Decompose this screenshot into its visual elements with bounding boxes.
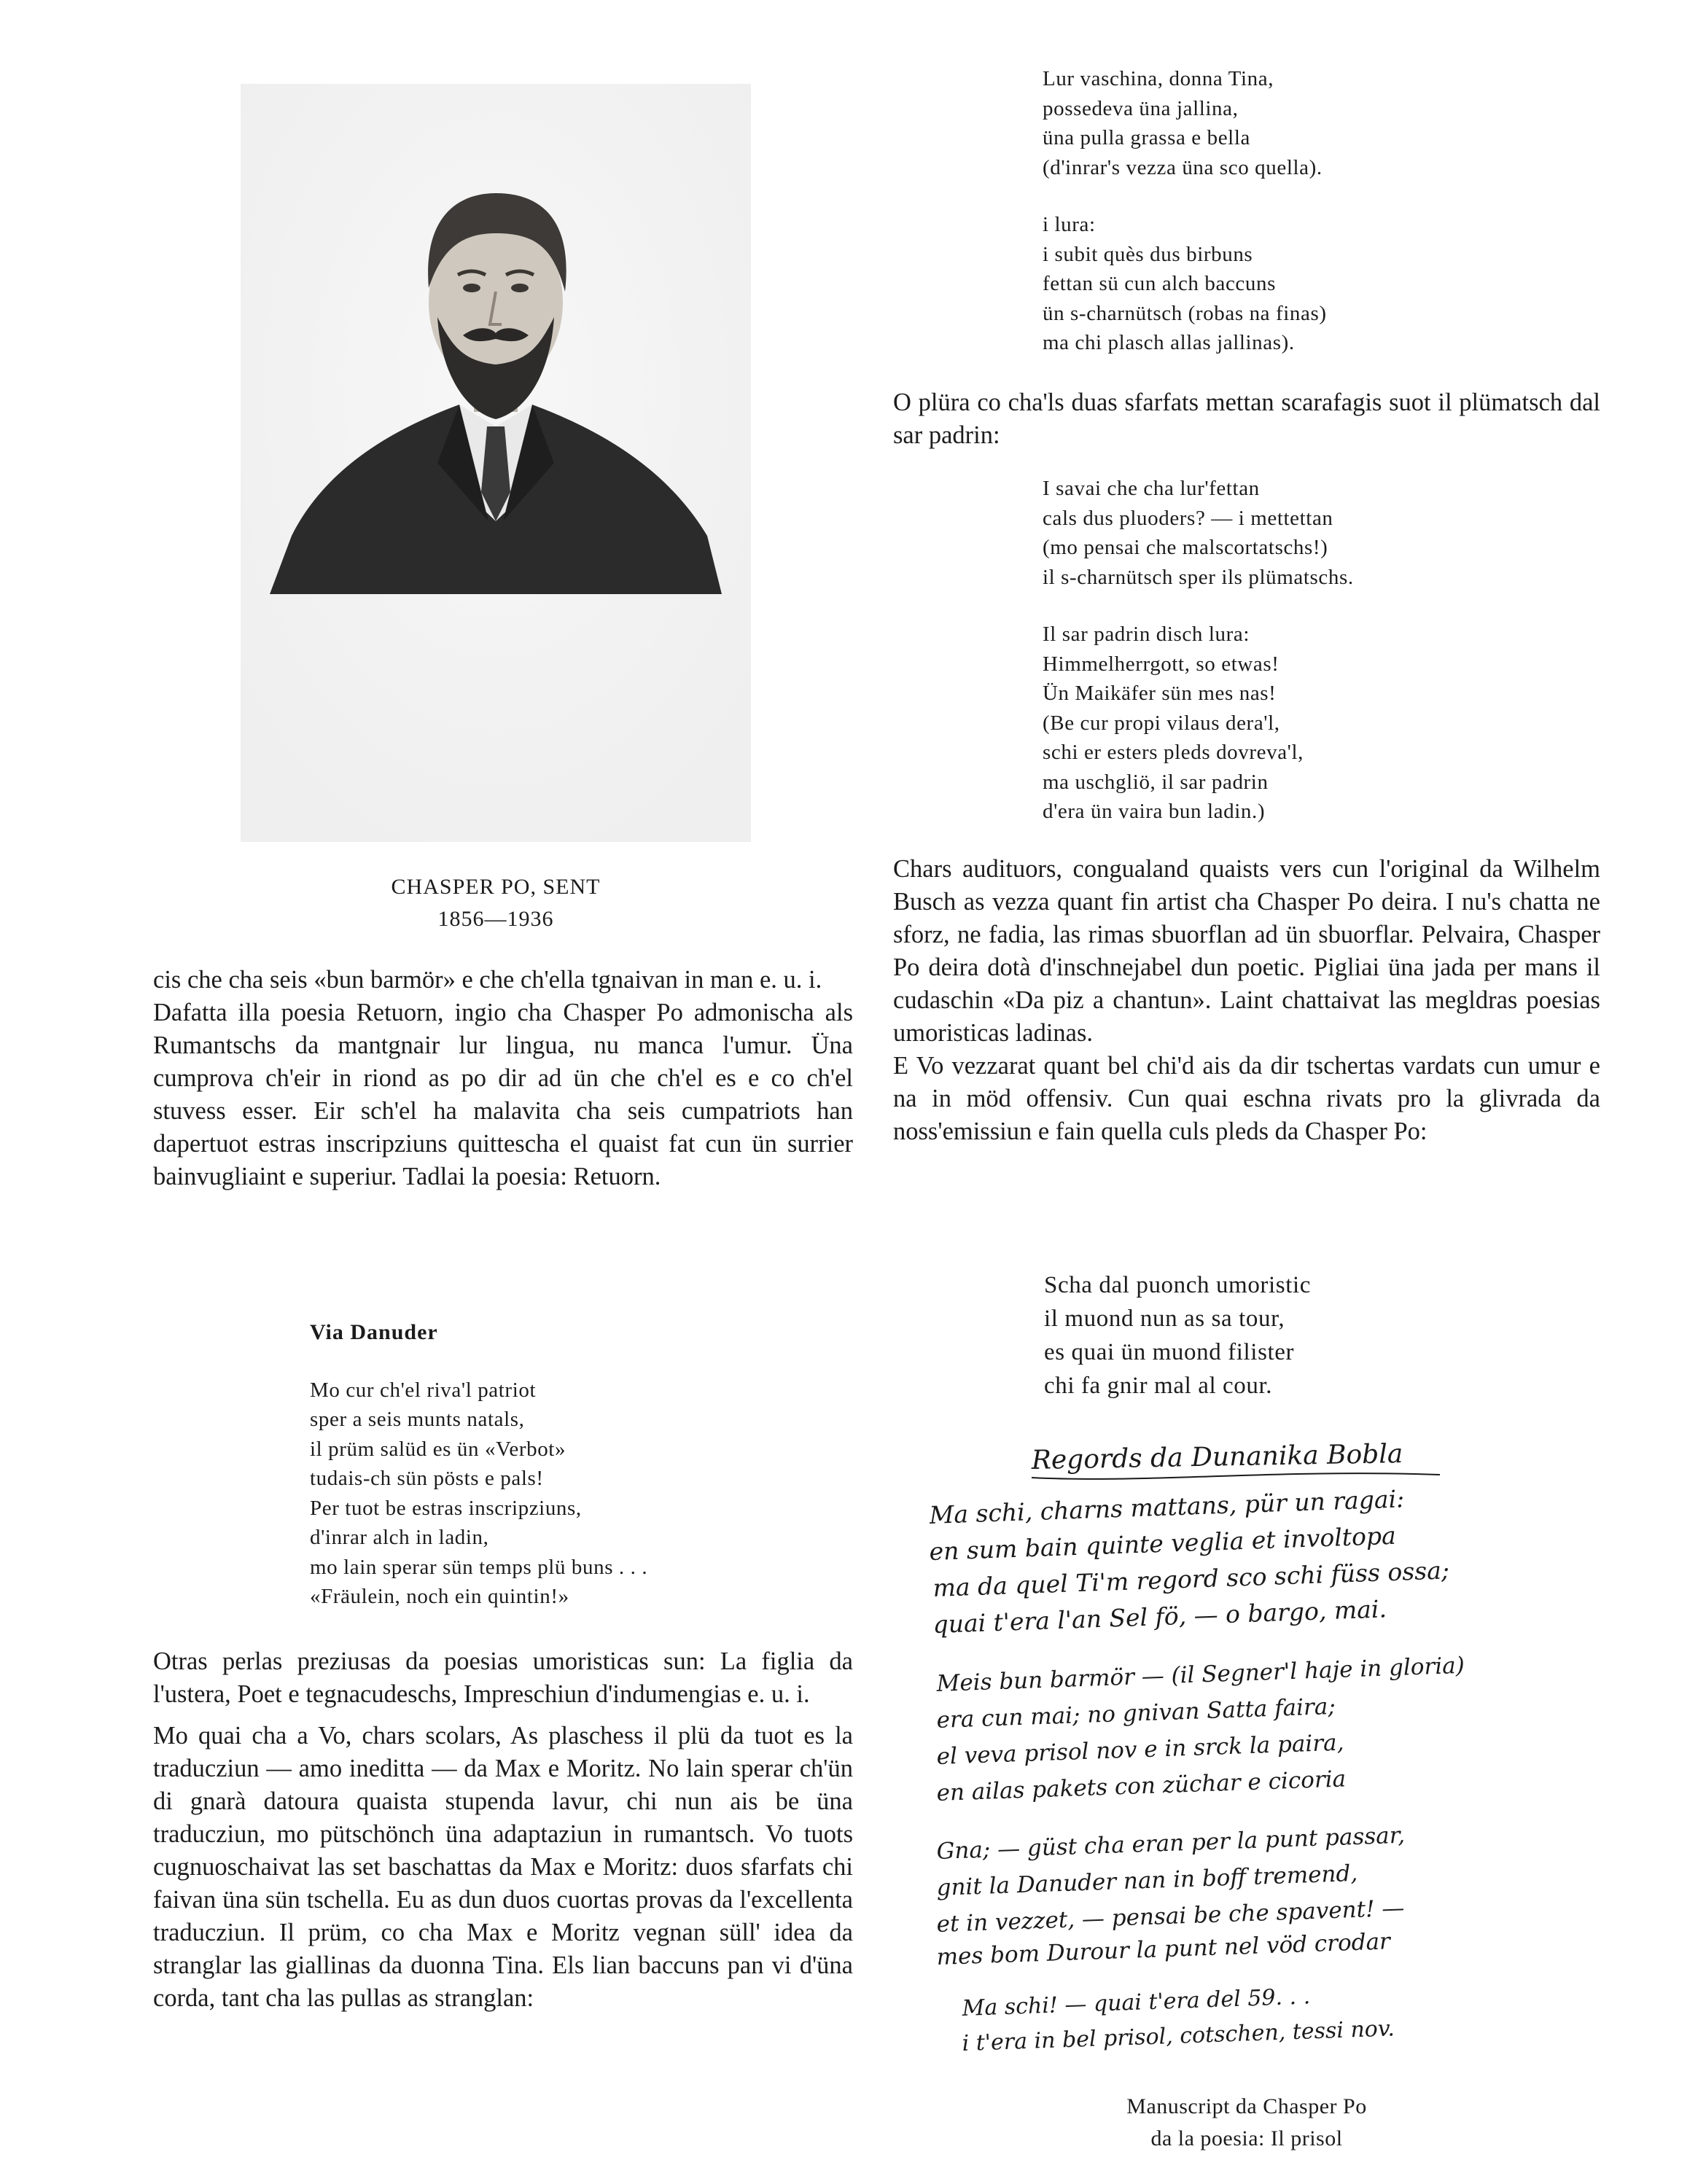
poem-line: d'inrar alch in ladin, — [310, 1526, 489, 1549]
right-paragraph-1: O plüra co cha'ls duas sfarfats mettan scarafagis suot il plümatsch dal sar padrin: — [893, 389, 1600, 449]
portrait-caption-name: CHASPER PO, SENT — [391, 875, 601, 899]
manuscript-handwriting — [930, 1440, 1557, 2067]
verse-line: es quai ün muond filister — [1044, 1339, 1295, 1365]
portrait-image — [241, 84, 751, 842]
verse-line: schi er esters pleds dovreva'l, — [1043, 741, 1304, 764]
verse-line: ün s-charnütsch (robas na finas) — [1043, 301, 1327, 325]
left-text-block-1 — [153, 964, 853, 1193]
svg-text:i t'era in bel prisol, cotsche: i t'era in bel prisol, cotschen, tessi nov. — [962, 2016, 1395, 2056]
manuscript-caption-line-1: Manuscript da Chasper Po — [1126, 2094, 1367, 2118]
verse-line: fettan sü cun alch baccuns — [1043, 272, 1276, 295]
right-paragraph-2: Chars audituors, congualand quaists vers cun l'original da Wilhelm Busch as vezza quant fin artist cha Chasper Po deira. I nu's chatta ne sforz, ne fadia, las rimas sbuorflan ad ün sbuorflar. Pelvaira, Chasper Po deira dotà d'inschnejabel dun poetic. Pigliai üna jada per mans il cudaschin «Da piz a chantun». Laint chattaivat las megldras poesias umoristicas ladinas. — [893, 855, 1600, 1047]
svg-text:quai t'era l'an Sel fö, — o ba: quai t'era l'an Sel fö, — o bargo, mai. — [932, 1594, 1387, 1639]
svg-text:et in vezzet, — pensai be che: et in vezzet, — pensai be che spavent! — — [936, 1895, 1405, 1938]
verse-donna-tina — [1043, 64, 1327, 386]
svg-text:en ailas pakets con züchar e c: en ailas pakets con züchar e cicoria — [936, 1766, 1347, 1806]
verse-line: d'era ün vaira bun ladin.) — [1043, 800, 1266, 823]
svg-text:en sum bain quinte veglia et i: en sum bain quinte veglia et involtopa — [930, 1521, 1397, 1566]
verse-stanza — [1043, 210, 1327, 358]
left-text-block-2 — [153, 1645, 853, 2015]
verse-line: I savai che cha lur'fettan — [1043, 477, 1260, 500]
verse-sar-padrin — [1043, 474, 1354, 854]
svg-text:Ma schi, charns mattans, pür u: Ma schi, charns mattans, pür un ragai: — [930, 1484, 1405, 1529]
poem-line: Mo cur ch'el riva'l patriot — [310, 1378, 537, 1402]
portrait-photo — [241, 84, 751, 842]
verse-closing — [1044, 1268, 1311, 1403]
poem-line: Per tuot be estras inscripziuns, — [310, 1496, 582, 1520]
svg-text:era cun mai; no gnivan Satta f: era cun mai; no gnivan Satta faira; — [936, 1693, 1336, 1733]
poem-via-danuder — [310, 1318, 647, 1612]
verse-line: (d'inrar's vezza üna sco quella). — [1043, 155, 1323, 179]
verse-line: i subit quès dus birbuns — [1043, 242, 1253, 266]
verse-line: possedeva üna jallina, — [1043, 96, 1239, 120]
poem-line: mo lain sperar sün temps plü buns . . . — [310, 1555, 648, 1579]
svg-text:ma da quel Ti'm regord sco sch: ma da quel Ti'm regord sco schi füss ossa; — [932, 1556, 1450, 1602]
poem-line: tudais-ch sün pösts e pals! — [310, 1467, 544, 1490]
right-paragraph-3: E Vo vezzarat quant bel chi'd ais da dir tschertas vardats cun umur e na in möd offensiv. Cun quai eschna rivats pro la glivrada da noss'emissiun e fain quella culs pleds da Chasper Po: — [893, 1052, 1600, 1145]
svg-text:Regords da Dunanika Bobla: Regords da Dunanika Bobla — [1031, 1440, 1403, 1475]
manuscript-image — [930, 1440, 1557, 2067]
verse-line: Ün Maikäfer sün mes nas! — [1043, 682, 1277, 705]
portrait-caption — [241, 871, 751, 935]
manuscript-caption-line-2: da la poesia: Il prisol — [1150, 2126, 1343, 2150]
verse-line: i lura: — [1043, 213, 1096, 236]
right-text-block — [893, 853, 1600, 1148]
verse-line: Lur vaschina, donna Tina, — [1043, 67, 1274, 90]
verse-line: Scha dal puonch umoristic — [1044, 1272, 1312, 1298]
verse-line: Il sar padrin disch lura: — [1043, 623, 1250, 646]
svg-text:el veva prisol nov e in srck l: el veva prisol nov e in srck la paira, — [936, 1729, 1344, 1770]
verse-line: il muond nun as sa tour, — [1044, 1306, 1285, 1332]
svg-text:Gna; — güst cha eran per la pu: Gna; — güst cha eran per la punt passar, — [936, 1822, 1406, 1865]
poem-line: il prüm salüd es ün «Verbot» — [310, 1437, 566, 1461]
verse-stanza — [1043, 64, 1327, 182]
svg-text:mes bom Durour la punt nel vöd: mes bom Durour la punt nel vöd crodar — [936, 1928, 1391, 1970]
svg-text:Ma schi! — quai t'era del 59.: Ma schi! — quai t'era del 59. . . — [962, 1984, 1311, 2021]
verse-line: Himmelherrgott, so etwas! — [1043, 652, 1280, 676]
left-paragraph-2: Dafatta illa poesia Retuorn, ingio cha Chasper Po admonischa als Rumantschs da mantgnair lur lingua, nu manca l'umur. Üna cumprova ch'eir in riond as po dir ad ün che ch'el es e co ch'el stuvess esser. Eir sch'el ha malavita cha seis cumpatriots han dapertuot estras inscripziuns quittescha el quaist fat cun ün surrier bainvugliaint e superiur. Tadlai la poesia: Retuorn. — [153, 999, 853, 1190]
manuscript-caption — [1035, 2091, 1458, 2155]
svg-text:Meis bun barmör — (il Segner'l: Meis bun barmör — (il Segner'l haje in gloria) — [936, 1652, 1465, 1697]
left-paragraph-3: Otras perlas preziusas da poesias umoristicas sun: La figlia da l'ustera, Poet e tegnacudeschs, Impreschiun d'indumengias e. u. i. — [153, 1647, 853, 1708]
left-paragraph-1: cis che cha seis «bun barmör» e che ch'ella tgnaivan in man e. u. i. — [153, 966, 822, 994]
verse-line: (Be cur propi vilaus dera'l, — [1043, 711, 1280, 735]
right-paragraph-1-block — [893, 386, 1600, 452]
verse-line: chi fa gnir mal al cour. — [1044, 1373, 1273, 1399]
verse-line: cals dus pluoders? — i mettettan — [1043, 506, 1333, 530]
poem-title: Via Danuder — [310, 1320, 438, 1344]
verse-line: ma chi plasch allas jallinas). — [1043, 331, 1295, 354]
verse-line: (mo pensai che malscortatschs!) — [1043, 536, 1328, 559]
verse-line: ma uschgliö, il sar padrin — [1043, 770, 1269, 794]
poem-line: «Fräulein, noch ein quintin!» — [310, 1585, 569, 1608]
verse-stanza — [1043, 474, 1354, 592]
verse-line: üna pulla grassa e bella — [1043, 126, 1250, 149]
left-paragraph-4: Mo quai cha a Vo, chars scolars, As plaschess il plü da tuot es la traducziun — amo ineditta — da Max e Moritz. No lain sperar ch'ün di gnarà datoura quaista stupenda lavur, chi nun ais be üna traducziun, mo pütschönch üna adaptaziun in rumantsch. Vo tuots cugnuoschaivat las set baschattas da Max e Moritz: duos sfarfats chi faivan üna sün tschella. Eu as dun duos cuortas provas da l'excellenta traducziun. Il prüm, co cha Max e Moritz vegnan süll' idea da stranglar las giallinas da duonna Tina. Els lian baccuns pan vi d'üna corda, tant cha las pullas as stranglan: — [153, 1722, 853, 2012]
svg-text:gnit la Danuder nan in boff tr: gnit la Danuder nan in boff tremend, — [936, 1860, 1358, 1901]
verse-line: il s-charnütsch sper ils plümatschs. — [1043, 565, 1354, 589]
verse-stanza — [1043, 620, 1354, 827]
poem-line: sper a seis munts natals, — [310, 1408, 525, 1431]
portrait-caption-years: 1856—1936 — [437, 907, 554, 931]
